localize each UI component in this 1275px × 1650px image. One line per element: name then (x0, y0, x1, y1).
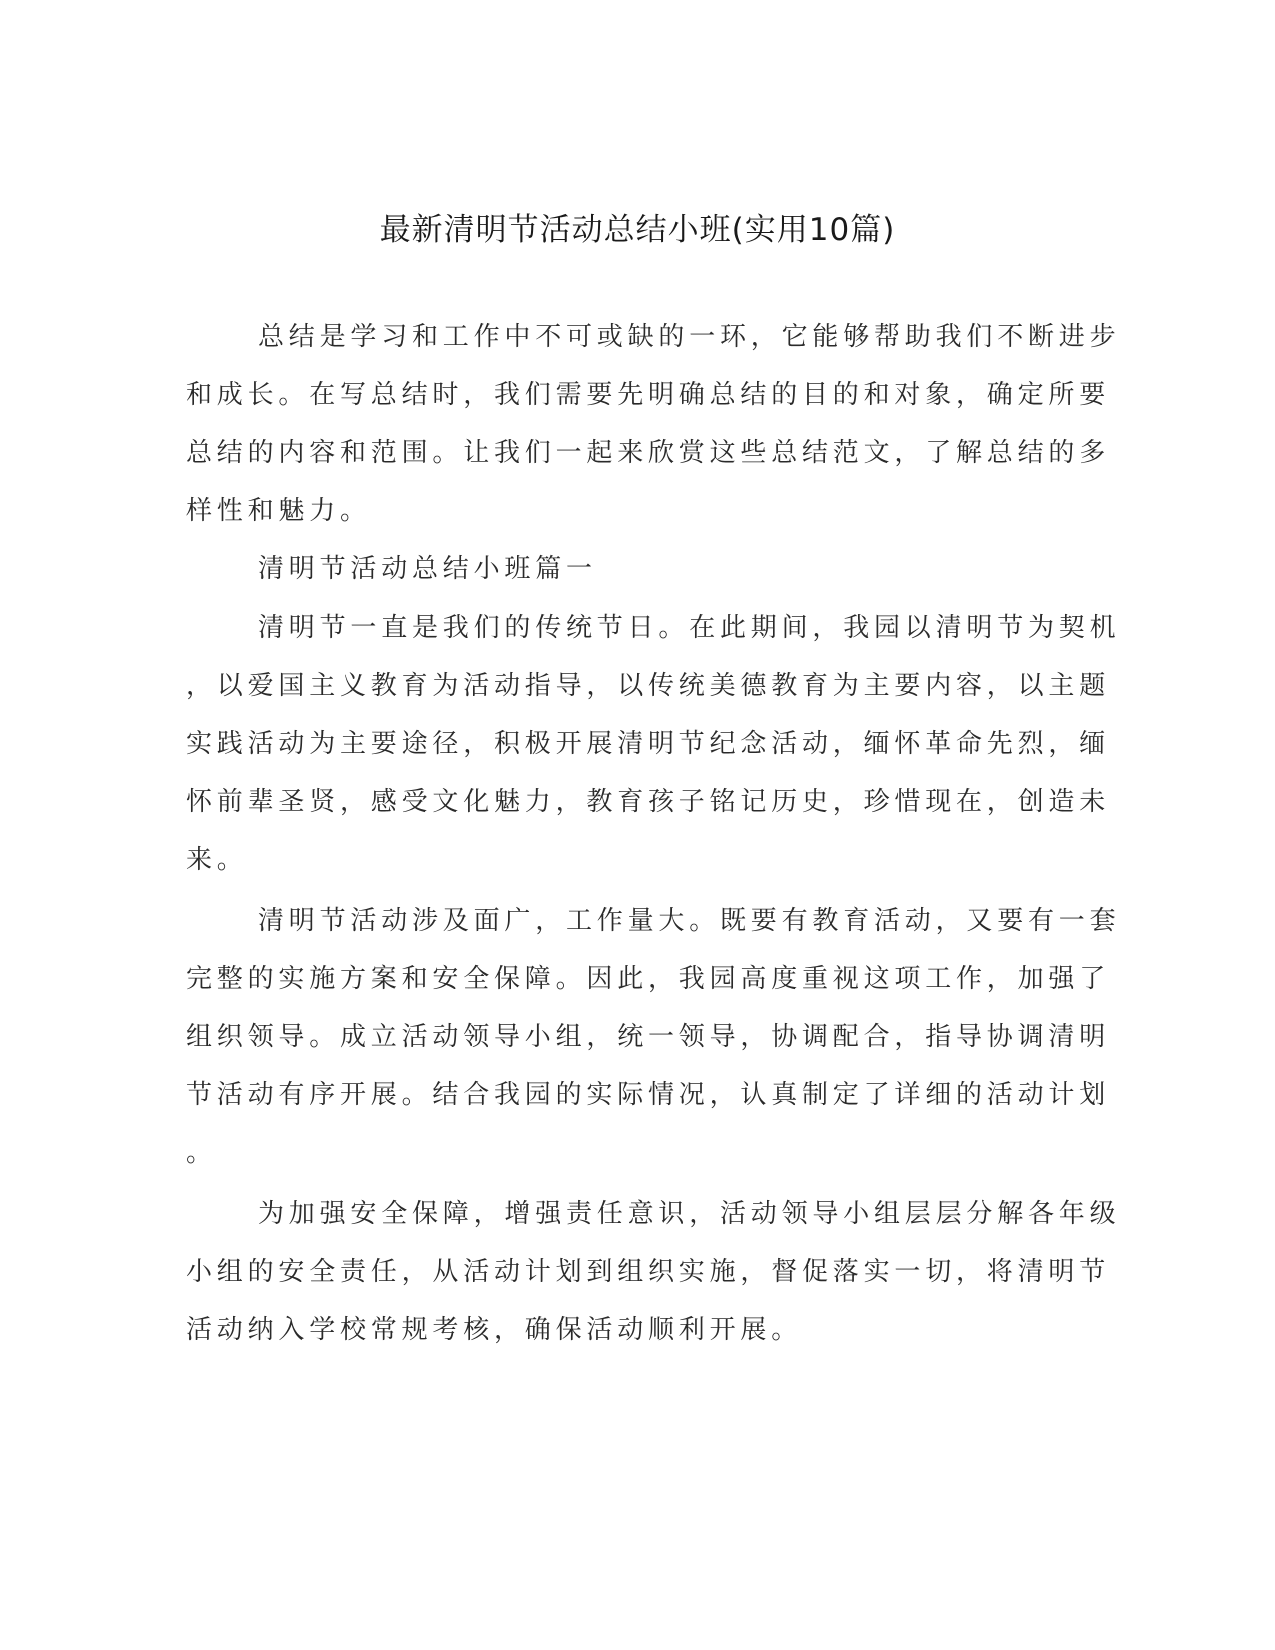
paragraph-2-line-3: 组织领导。成立活动领导小组，统一领导，协调配合，指导协调清明 (186, 1022, 1111, 1052)
section-heading: 清明节活动总结小班篇一 (258, 554, 597, 584)
paragraph-intro-line-3: 总结的内容和范围。让我们一起来欣赏这些总结范文，了解总结的多 (186, 438, 1111, 468)
paragraph-3-line-1: 为加强安全保障，增强责任意识，活动领导小组层层分解各年级 (258, 1199, 1121, 1229)
paragraph-3-line-3: 活动纳入学校常规考核，确保活动顺利开展。 (186, 1315, 803, 1345)
paragraph-2-line-4: 节活动有序开展。结合我园的实际情况，认真制定了详细的活动计划 (186, 1080, 1111, 1110)
document-title: 最新清明节活动总结小班(实用10篇) (379, 212, 896, 248)
paragraph-intro-line-2: 和成长。在写总结时，我们需要先明确总结的目的和对象，确定所要 (186, 380, 1111, 410)
paragraph-1-line-1: 清明节一直是我们的传统节日。在此期间，我园以清明节为契机 (258, 613, 1121, 643)
paragraph-intro-line-1: 总结是学习和工作中不可或缺的一环，它能够帮助我们不断进步 (258, 322, 1121, 352)
paragraph-1-line-3: 实践活动为主要途径，积极开展清明节纪念活动，缅怀革命先烈，缅 (186, 729, 1111, 759)
paragraph-2-line-1: 清明节活动涉及面广，工作量大。既要有教育活动，又要有一套 (258, 906, 1121, 936)
paragraph-1-line-5: 来。 (186, 845, 248, 875)
paragraph-1-line-2: ，以爱国主义教育为活动指导，以传统美德教育为主要内容，以主题 (186, 671, 1111, 701)
paragraph-intro-line-4: 样性和魅力。 (186, 496, 371, 526)
paragraph-1-line-4: 怀前辈圣贤，感受文化魅力，教育孩子铭记历史，珍惜现在，创造未 (186, 787, 1111, 817)
paragraph-3-line-2: 小组的安全责任，从活动计划到组织实施，督促落实一切，将清明节 (186, 1257, 1111, 1287)
paragraph-2-line-5: 。 (186, 1138, 217, 1168)
paragraph-2-line-2: 完整的实施方案和安全保障。因此，我园高度重视这项工作，加强了 (186, 964, 1111, 994)
